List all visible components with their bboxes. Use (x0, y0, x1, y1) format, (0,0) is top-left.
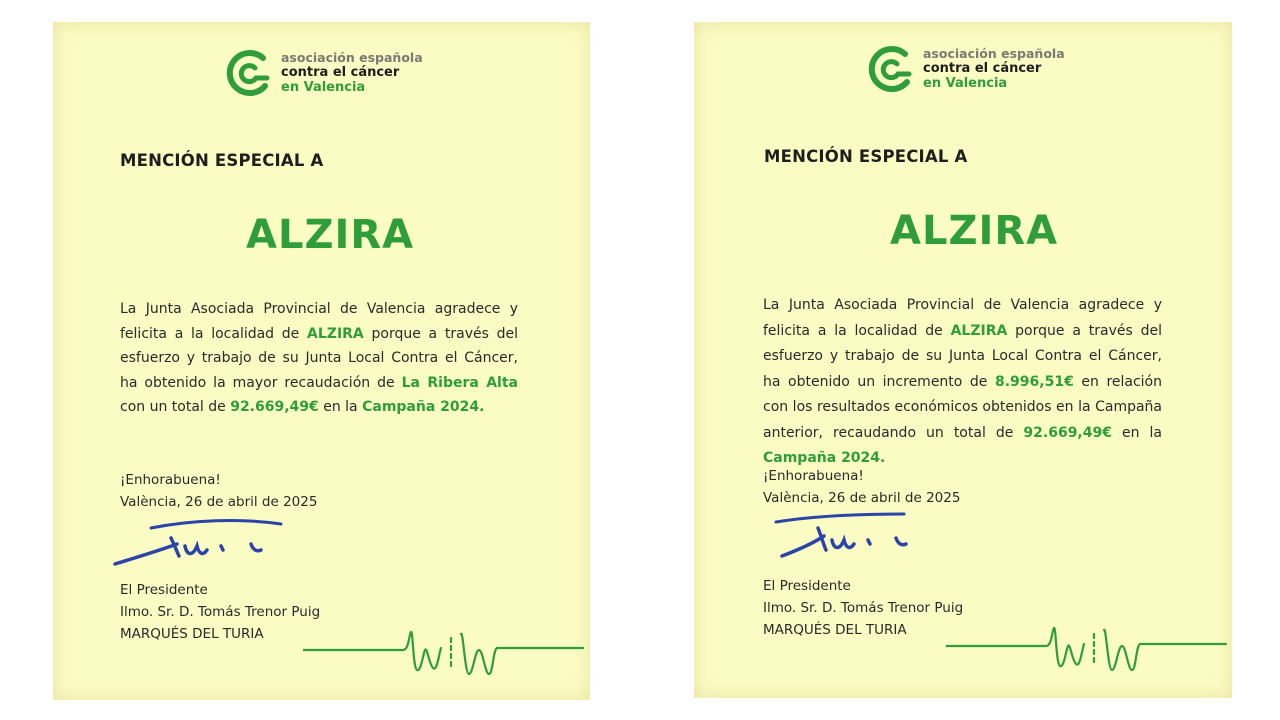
body-highlight-town: ALZIRA (307, 325, 364, 342)
certificate-body (120, 297, 518, 420)
heartbeat-decoration (303, 624, 585, 682)
honoree-name: ALZIRA (246, 212, 415, 258)
body-text-3: en relación con los resultados económicos obtenidos en la Campaña anterior, recaudando un total de (763, 373, 1162, 441)
logo-line-2: contra el cáncer (923, 60, 1042, 76)
president-name: Ilmo. Sr. D. Tomás Trenor Puig (763, 600, 964, 616)
date-text: València, 26 de abril de 2025 (120, 494, 318, 510)
president-role: El Presidente (120, 582, 208, 598)
certificate-left (53, 22, 590, 700)
logo-line-1: asociación española (281, 49, 423, 65)
mention-heading: MENCIÓN ESPECIAL A (120, 151, 324, 170)
body-text-3: con un total de (120, 399, 231, 415)
aecc-logo (225, 46, 423, 98)
honoree-name: ALZIRA (890, 208, 1059, 254)
president-role: El Presidente (763, 578, 851, 594)
logo-line-3: en Valencia (281, 79, 366, 95)
aecc-logo (867, 42, 1065, 94)
body-text-1: La Junta Asociada Provincial de Valencia agradece y felicita a la localidad de (763, 297, 1162, 339)
heartbeat-decoration (946, 620, 1228, 678)
aecc-logo-icon (225, 46, 273, 98)
body-highlight-total: 92.669,49€ (1023, 424, 1112, 441)
president-name: Ilmo. Sr. D. Tomás Trenor Puig (120, 604, 321, 620)
body-text-2: porque a través del esfuerzo y trabajo de su Junta Local Contra el Cáncer, ha obtenido la mayor recaudación de (120, 325, 518, 391)
aecc-logo-icon (867, 42, 915, 94)
president-signature (772, 508, 922, 560)
logo-line-1: asociación española (923, 45, 1065, 61)
congrats-text: ¡Enhorabuena! (763, 468, 864, 484)
body-highlight-campaign: Campaña 2024. (763, 450, 886, 466)
body-highlight-increase: 8.996,51€ (995, 373, 1074, 390)
certificate-body (763, 293, 1162, 472)
body-text-1: La Junta Asociada Provincial de Valencia agradece y felicita a la localidad de (120, 301, 518, 342)
body-text-4: en la (318, 399, 363, 415)
body-text-2: porque a través del esfuerzo y trabajo de su Junta Local Contra el Cáncer, ha obtenido un incremento de (763, 322, 1163, 390)
body-highlight-total: 92.669,49€ (230, 399, 319, 415)
body-text-4: en la (1111, 424, 1163, 441)
logo-line-2: contra el cáncer (281, 64, 400, 80)
president-signature (111, 516, 291, 568)
president-title: MARQUÉS DEL TURIA (763, 622, 907, 638)
date-text: València, 26 de abril de 2025 (763, 490, 961, 506)
president-title: MARQUÉS DEL TURIA (120, 626, 264, 642)
congrats-text: ¡Enhorabuena! (120, 472, 221, 488)
mention-heading: MENCIÓN ESPECIAL A (764, 147, 968, 166)
certificate-right (694, 22, 1232, 698)
body-highlight-campaign: Campaña 2024. (362, 399, 485, 415)
logo-line-3: en Valencia (923, 75, 1008, 91)
body-highlight-town: ALZIRA (950, 322, 1008, 339)
body-highlight-region: La Ribera Alta (401, 374, 518, 391)
